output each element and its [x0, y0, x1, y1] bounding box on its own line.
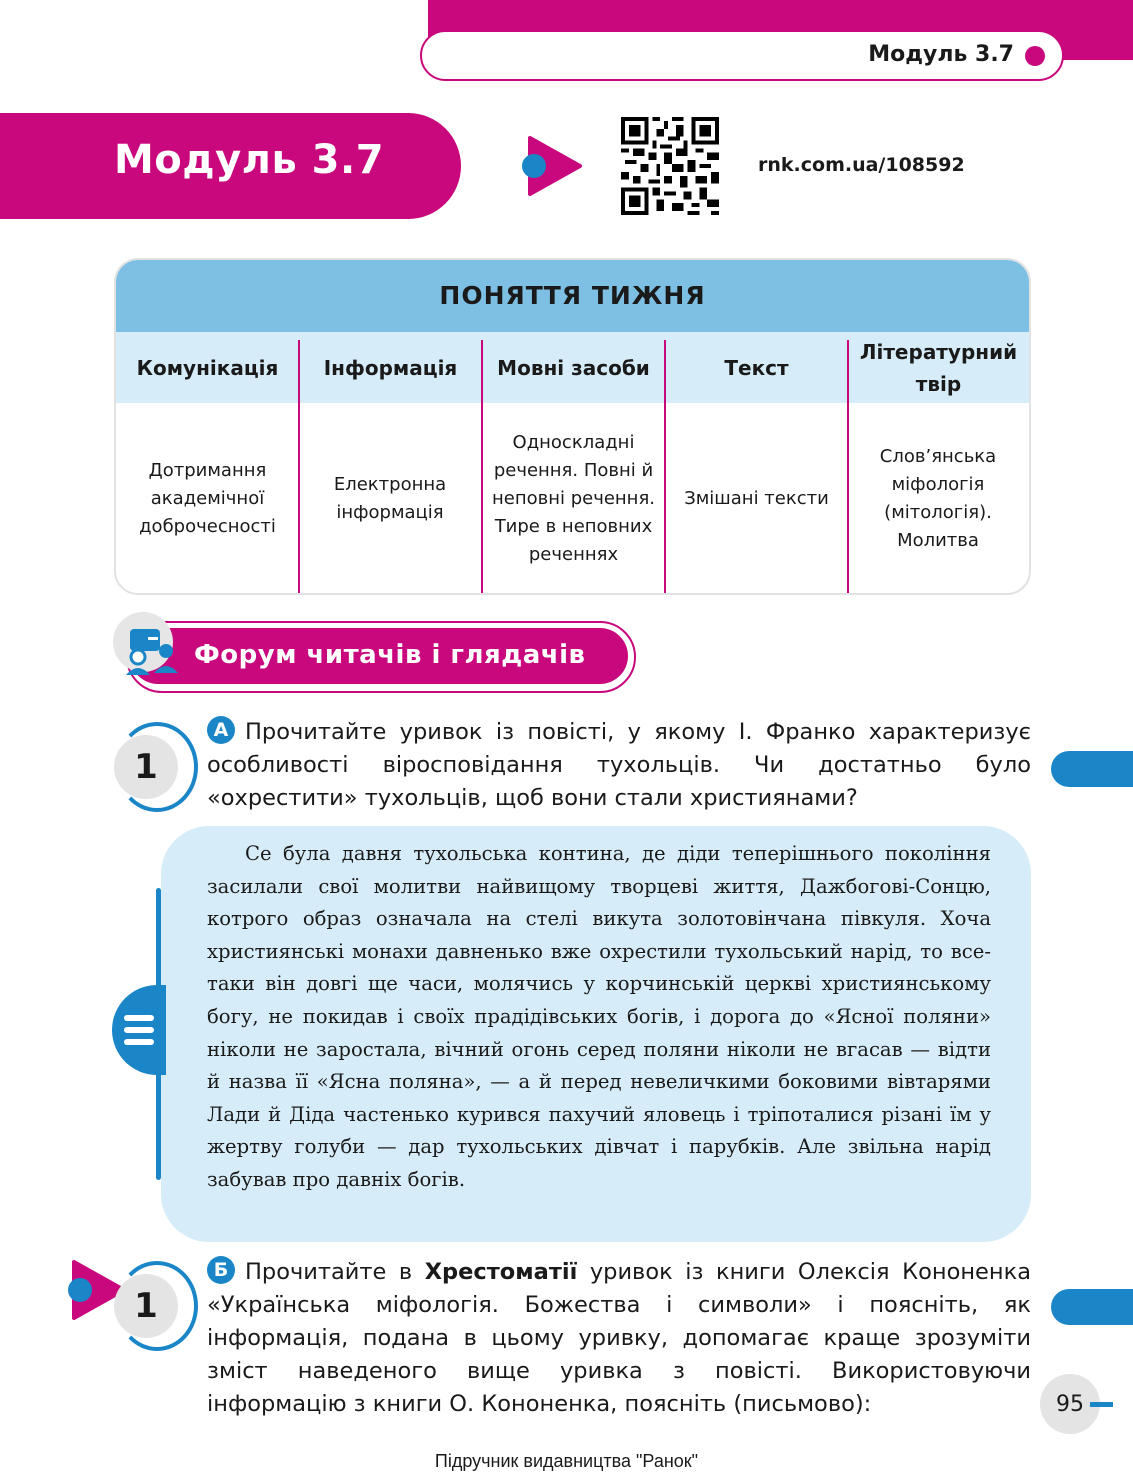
concepts-col-header: Текст: [724, 355, 789, 380]
column-divider: [298, 340, 300, 595]
side-tab-marker: [1051, 751, 1133, 787]
module-url-link[interactable]: rnk.com.ua/108592: [758, 154, 965, 176]
quote-box: [161, 826, 1031, 1242]
concepts-header-row: [116, 332, 1029, 403]
task-number: 1: [114, 735, 178, 799]
concepts-col-header: Інформація: [323, 355, 458, 380]
concepts-cell: Змішані тексти: [684, 488, 829, 509]
concepts-col-header: Літературний твір: [859, 339, 1018, 396]
forum-banner: [130, 628, 628, 684]
concepts-cell: Односкладні речення. Повні й неповні речення. Тире в неповних реченнях: [491, 432, 656, 565]
task-b-text-after: уривок із книги Олексія Кононенка «Українська міфологія. Божества і символи» і поясніть, як інформація, подана в цьому уривку, допомагає краще зрозуміти зміст наведеного вище уривка з повісті. Використовуючи інформацію з книги О. Кононенка, поясніть (письмово):: [207, 1259, 1031, 1417]
concepts-table: [114, 258, 1031, 595]
task-a-text: Прочитайте уривок із повісті, у якому І. Франко характеризує особливості віросповідання тухольців. Чи достатньо було «охрестити» тухольців, щоб вони стали християнами?: [207, 719, 1031, 811]
footer-publisher: Підручник видавництва "Ранок": [434, 1451, 699, 1471]
column-divider: [664, 340, 666, 595]
concepts-title: ПОНЯТТЯ ТИЖНЯ: [116, 260, 1029, 332]
task-b-text-before: Прочитайте в: [245, 1259, 425, 1285]
side-tab-marker: [1051, 1289, 1133, 1325]
page-number-dash: [1090, 1402, 1113, 1407]
task-b-text-block: [207, 1256, 1031, 1421]
column-divider: [847, 340, 849, 595]
quote-text: Се була давня тухольська контина, де діди теперішнього покоління засилали свої молитви найвищому творцеві життя, Дажбогові-Сонцю, котрого образ означала на стелі викута золотовінчана півкуля. Хоча християнські монахи давненько вже охрестили тухольський нарід, то все-таки він довгі ще часи, молячись у корчинській церкві християнському богу, не покидав і своїх прадідівських богів, і дорога до «Ясної поляни» ніколи не заростала, вічний огонь серед поляни ніколи не вгасав — відти й назва її «Ясна поляна», — а й перед невеличкими боковими вівтарями Лади й Діда частенько курився пахучий яловець і тріпоталися різані їм у жертву голуби — дар тухольських дівчат і парубків. Але звільна нарід забував про давніх богів.: [207, 842, 991, 1191]
module-banner: [0, 113, 461, 219]
task-badge-b: Б: [207, 1256, 235, 1284]
text-lines-icon: [112, 985, 166, 1075]
module-title: Модуль 3.7: [114, 137, 385, 183]
column-divider: [481, 340, 483, 595]
concepts-col-header: Комунікація: [136, 355, 279, 380]
header-module-label: Модуль 3.7: [868, 42, 1014, 67]
play-icon[interactable]: [520, 136, 582, 196]
task-b-bold-term: Хрестоматії: [424, 1259, 578, 1285]
forum-people-icon: [124, 625, 184, 677]
concepts-cell: Дотримання академічної доброчесності: [139, 460, 276, 537]
page-number: 95: [1040, 1374, 1100, 1434]
concepts-col-header: Мовні засоби: [497, 355, 650, 380]
header-dot-icon: [1025, 46, 1045, 66]
concepts-cell: Слов’янська міфологія (мітологія). Молитва: [879, 446, 997, 551]
task-number: 1: [114, 1274, 178, 1338]
task-badge-a: А: [207, 716, 235, 744]
task-a-text-block: [207, 716, 1031, 815]
forum-title: Форум читачів і глядачів: [194, 640, 586, 670]
concepts-cell: Електронна інформація: [333, 474, 447, 523]
qr-code-icon[interactable]: [621, 117, 719, 215]
header-module-pill: [420, 30, 1064, 81]
